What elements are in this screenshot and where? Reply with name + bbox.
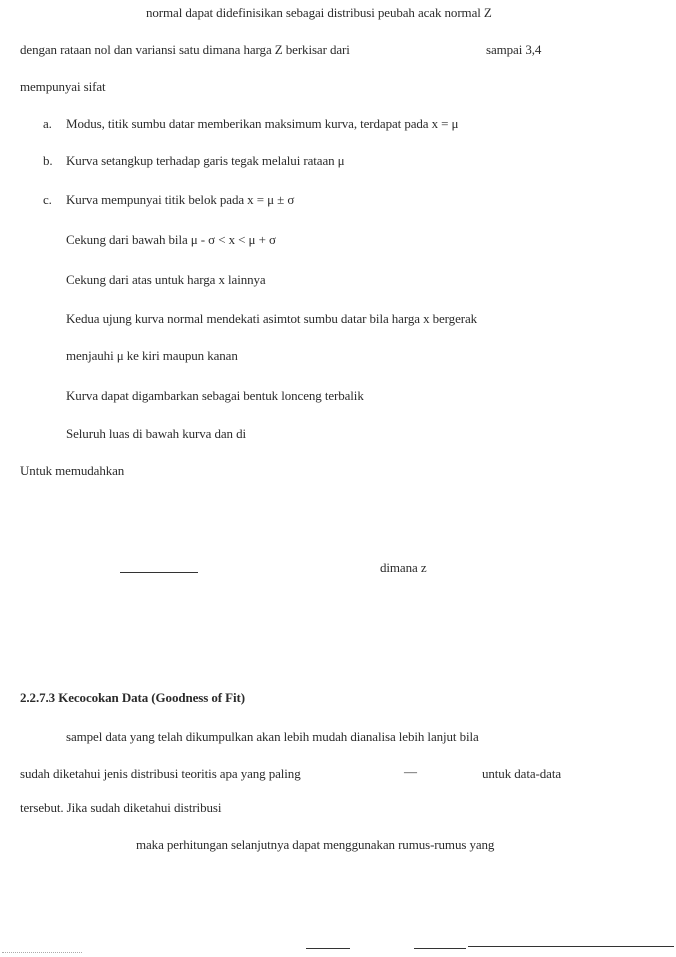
section-heading: 2.2.7.3 Kecocokan Data (Goodness of Fit) [20, 690, 245, 705]
sub-line-4: menjauhi μ ke kiri maupun kanan [66, 348, 238, 363]
property-c-marker: c. [43, 192, 52, 207]
section-line-3: tersebut. Jika sudah diketahui distribusi [20, 800, 222, 815]
property-c-text: Kurva mempunyai titik belok pada x = μ ± σ [66, 192, 295, 207]
section-dash: — [404, 764, 417, 779]
sub-line-6: Seluruh luas di bawah kurva dan di [66, 426, 247, 441]
dimana-label: dimana z [380, 560, 427, 575]
footer-rule-3 [468, 946, 674, 947]
footer-rule-1 [306, 948, 350, 949]
property-b-marker: b. [43, 153, 53, 168]
intro-line-3: mempunyai sifat [20, 79, 106, 94]
section-line-1: sampel data yang telah dikumpulkan akan lebih mudah dianalisa lebih lanjut bila [66, 729, 479, 744]
untuk-line: Untuk memudahkan [20, 463, 125, 478]
sub-line-1: Cekung dari bawah bila μ - σ < x < μ + σ [66, 232, 276, 247]
section-line-2-end: untuk data-data [482, 766, 561, 781]
sub-line-2: Cekung dari atas untuk harga x lainnya [66, 272, 266, 287]
property-a-marker: a. [43, 116, 52, 131]
section-line-2: sudah diketahui jenis distribusi teoritis apa yang paling [20, 766, 301, 781]
footer-rule-2 [414, 948, 466, 949]
property-a-text: Modus, titik sumbu datar memberikan maksimum kurva, terdapat pada x = μ [66, 116, 459, 131]
property-b-text: Kurva setangkup terhadap garis tegak melalui rataan μ [66, 153, 345, 168]
intro-line-1: normal dapat didefinisikan sebagai distribusi peubah acak normal Z [146, 5, 492, 20]
intro-line-2: dengan rataan nol dan variansi satu dimana harga Z berkisar dari [20, 42, 350, 57]
intro-line-2-end: sampai 3,4 [486, 42, 542, 57]
footer-dotted-mark [2, 952, 82, 953]
formula-fraction-bar [120, 572, 198, 573]
sub-line-3: Kedua ujung kurva normal mendekati asimtot sumbu datar bila harga x bergerak [66, 311, 478, 326]
section-line-4: maka perhitungan selanjutnya dapat menggunakan rumus-rumus yang [136, 837, 495, 852]
sub-line-5: Kurva dapat digambarkan sebagai bentuk lonceng terbalik [66, 388, 364, 403]
